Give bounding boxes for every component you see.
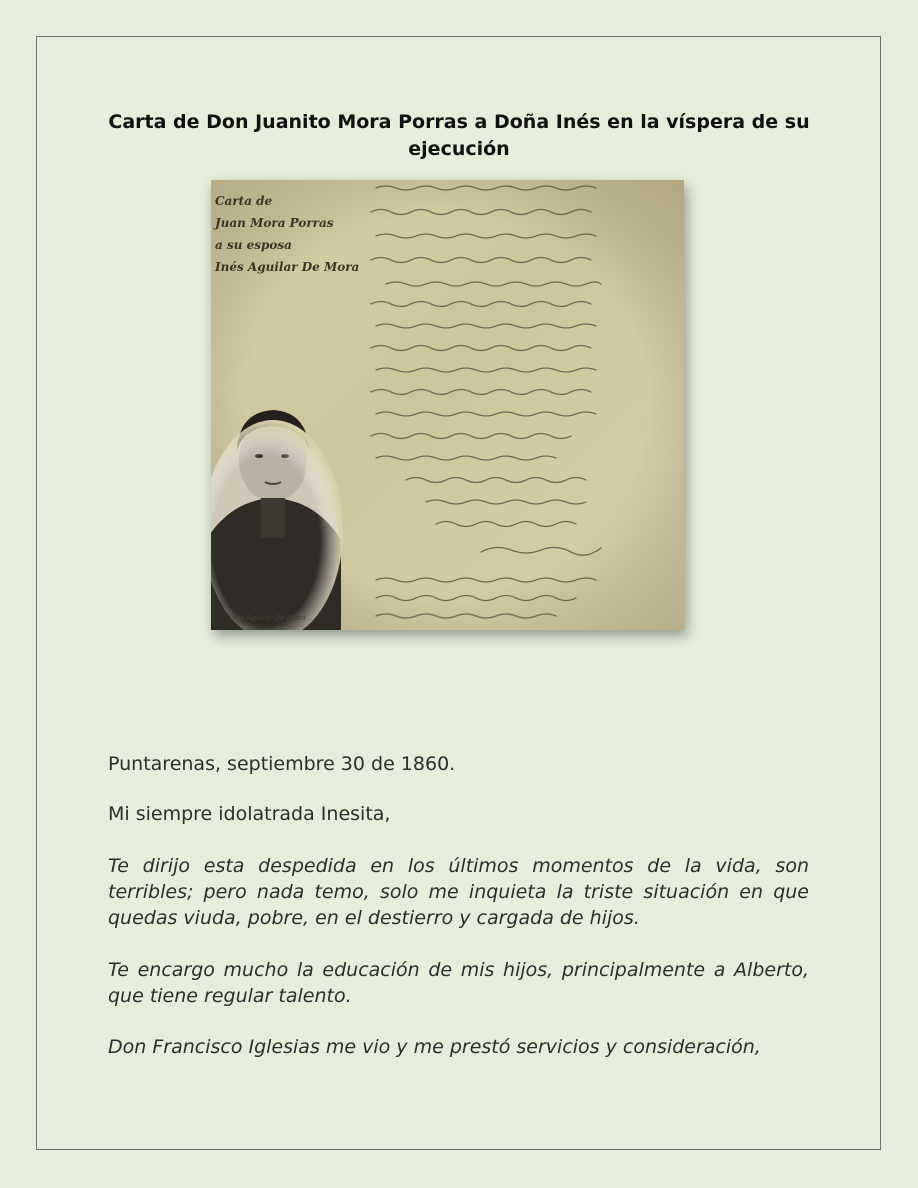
caption-line: Juan Mora Porras (215, 216, 334, 230)
paragraph: Te encargo mucho la educación de mis hijos, principalmente a Alberto, que tiene regular talento. (108, 959, 809, 1007)
portrait-caption: Inés Aguilar De Mora (229, 614, 306, 622)
image-caption (215, 190, 359, 278)
letter-image (211, 180, 684, 630)
paragraph: Te dirijo esta despedida en los últimos momentos de la vida, son terribles; pero nada temo, solo me inquieta la triste situación en que quedas viuda, pobre, en el destierro y cargada de hijos. (108, 855, 809, 929)
caption-line: Carta de (215, 194, 273, 208)
place-date: Puntarenas, septiembre 30 de 1860. (108, 753, 456, 775)
caption-line: Inés Aguilar De Mora (215, 260, 360, 274)
salutation: Mi siempre idolatrada Inesita, (108, 803, 391, 825)
caption-line: a su esposa (215, 238, 292, 252)
document-title: Carta de Don Juanito Mora Porras a Doña Inés en la víspera de su ejecución (108, 111, 810, 160)
paragraph: Don Francisco Iglesias me vio y me prestó servicios y consideración, (108, 1036, 761, 1058)
